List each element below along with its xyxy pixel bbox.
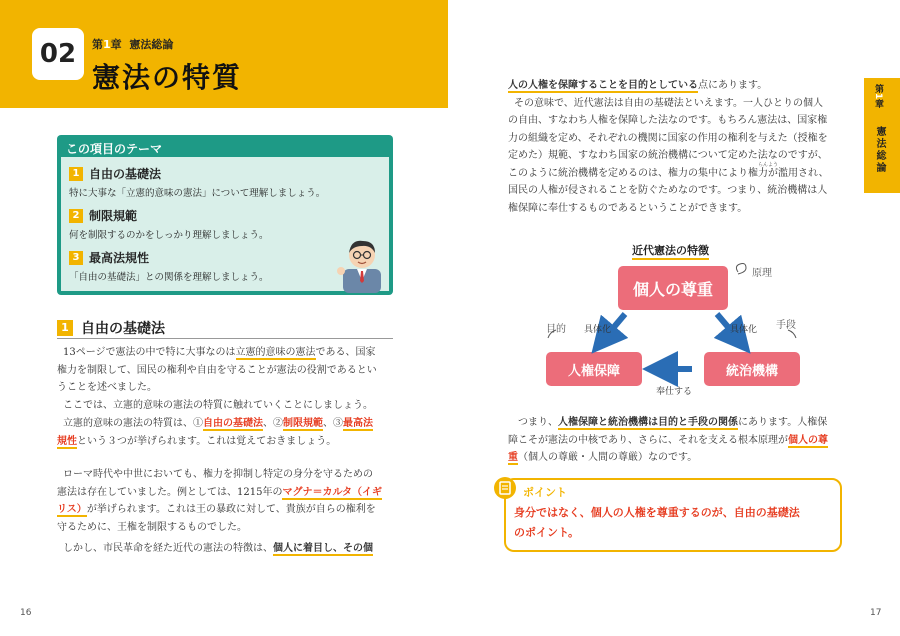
text-run: 、③: [323, 418, 343, 429]
text-run: 障こそが憲法の中核であり、さらに、それを支える根本原理が: [508, 434, 788, 446]
highlight-term: 最高法: [343, 418, 373, 429]
text-run: （個人の尊厳・人間の尊厳）なのです。: [518, 452, 698, 463]
side-tab-prefix: 第: [873, 84, 883, 93]
chapter-line: [92, 36, 173, 52]
text-line: 権力を制限して、国民の権利や自由を守ることが憲法の役割であるとい: [57, 364, 377, 376]
text-line: うことを述べました。: [57, 382, 157, 393]
arrow-label-bottom: 奉仕する: [656, 387, 693, 397]
chapter-suffix: 章: [110, 38, 122, 51]
chapter-side-tab: [864, 78, 900, 193]
pencil-note-icon: [494, 477, 516, 499]
text-line: 定めた）規範、すなわち国家の統治機構について定めた法なのですが、: [508, 150, 828, 161]
theme-item: [69, 249, 269, 283]
diagram: [520, 242, 820, 402]
theme-item: [69, 207, 269, 241]
text-run: 点にあります。: [698, 80, 768, 91]
text-run: 13ページで憲法の中で特に大事なのは: [63, 347, 236, 358]
point-text-line: のポイント。: [514, 526, 580, 539]
section-title: 憲法の特質: [92, 61, 243, 94]
section1-paragraph-1: [57, 344, 377, 397]
section-number: 02: [32, 28, 84, 80]
right-paragraph-2: [508, 414, 828, 467]
section1-paragraph-4: [57, 466, 383, 536]
underlined-term: 個人に着目し、その個: [273, 543, 373, 554]
underlined-term: 立憲的意味の憲法: [235, 347, 316, 358]
theme-item-title: 制限規範: [89, 209, 138, 223]
theme-item-number: 1: [69, 167, 83, 181]
text-line: の自由、すなわち人権を保障した法なのです。もちろん憲法は、国家権: [508, 115, 828, 126]
section1-paragraph-2: ここでは、立憲的意味の憲法の特質に触れていくことにしましょう。: [63, 400, 373, 411]
text-run: つまり、: [518, 417, 558, 428]
side-tab-number: 1: [873, 93, 883, 100]
text-run: が挙げられます。これは王の暴政に対して、貴族が自らの権利を: [86, 504, 376, 515]
side-tab-suffix: 章: [873, 99, 883, 109]
side-tab-title: 憲法総論: [874, 126, 885, 174]
highlight-term: マグナ＝カルタ（イギ: [282, 486, 383, 498]
theme-item-number: 2: [69, 209, 83, 223]
text-run: という３つが挙げられます。これは覚えておきましょう。: [77, 435, 337, 447]
box-governance: 統治機構: [704, 352, 800, 386]
highlight-term: 規性: [57, 435, 77, 447]
text-line: このように統治機構を定めるのは、権力の集中により権力が濫用され、: [508, 167, 829, 179]
text-line: 国民の人権が侵されることを防ぐためなのです。つまり、統治機構は人: [508, 185, 828, 196]
box-individual-respect: 個人の尊重: [618, 266, 728, 310]
text-run: 立憲的意味の憲法の特質は、①: [63, 418, 203, 429]
page-number-right: 17: [870, 608, 882, 618]
theme-item-title: 自由の基礎法: [89, 167, 162, 181]
theme-heading: この項目のテーマ: [66, 142, 163, 156]
right-paragraph-1: [508, 77, 829, 217]
label-purpose: 目的: [546, 324, 566, 335]
box-human-rights: 人権保障: [546, 352, 642, 386]
highlight-term: リス）: [57, 504, 87, 515]
label-principle: 原理: [752, 268, 772, 279]
point-text-line: 身分ではなく、個人の人権を尊重するのが、自由の基礎法: [514, 506, 800, 519]
theme-item: [69, 165, 325, 199]
highlight-term: 自由の基礎法: [203, 418, 263, 429]
teacher-illustration: [337, 235, 387, 293]
arrow-label-right: 具体化: [730, 325, 758, 335]
highlight-term: 個人の尊: [788, 434, 828, 446]
point-text: [514, 503, 800, 543]
side-tab-chapter: [872, 84, 885, 108]
text-run: にあります。人権保: [738, 417, 828, 428]
highlight-term: 制限規範: [283, 418, 323, 429]
theme-item-number: 3: [69, 251, 83, 265]
text-run: 、②: [263, 418, 283, 429]
section1-heading: [57, 318, 165, 338]
ruby-text: らんよう: [758, 162, 779, 168]
theme-item-desc: 特に大事な「立憲的意味の憲法」について理解しましょう。: [69, 188, 326, 199]
page-number-left: 16: [20, 608, 32, 618]
text-line: ローマ時代や中世においても、権力を抑制し特定の身分を守るための: [63, 469, 373, 480]
underlined-term: 人権保障と統治機構は目的と手段の関係: [558, 417, 738, 428]
section1-paragraph-3: [57, 415, 373, 450]
section1-paragraph-5: [63, 540, 373, 558]
theme-item-desc: 「自由の基礎法」との関係を理解しましょう。: [69, 272, 269, 283]
point-label: ポイント: [523, 486, 567, 499]
text-line: 守るために、王権を制限するものでした。: [57, 521, 247, 533]
section1-title: 自由の基礎法: [81, 321, 165, 337]
text-line: その意味で、近代憲法は自由の基礎法といえます。一人ひとりの個人: [514, 97, 823, 109]
chapter-title: 憲法総論: [129, 38, 174, 51]
highlight-term: 重: [508, 452, 518, 463]
section1-number: 1: [57, 320, 73, 336]
chapter-number: 1: [103, 38, 111, 51]
diagram-title: 近代憲法の特徴: [632, 242, 709, 260]
underlined-term: 人の人権を保障することを目的としている: [508, 80, 698, 91]
text-run: 憲法は存在していました。例としては、1215年の: [57, 486, 283, 498]
label-means: 手段: [776, 320, 796, 331]
chapter-prefix: 第: [92, 38, 103, 51]
text-line: 力の組織を定め、それぞれの機関に国家の作用の権利を与えた（授権を: [508, 132, 828, 144]
text-run: しかし、市民革命を経た近代の憲法の特徴は、: [63, 543, 273, 554]
section1-divider: [57, 338, 393, 339]
arrow-label-left: 具体化: [584, 325, 612, 335]
theme-box: [57, 135, 393, 295]
theme-item-desc: 何を制限するのかをしっかり理解しましょう。: [69, 230, 269, 241]
text-line: 権保障に奉仕するものであるということができます。: [508, 202, 748, 214]
text-run: である、国家: [315, 347, 376, 358]
theme-item-title: 最高法規性: [89, 251, 150, 265]
